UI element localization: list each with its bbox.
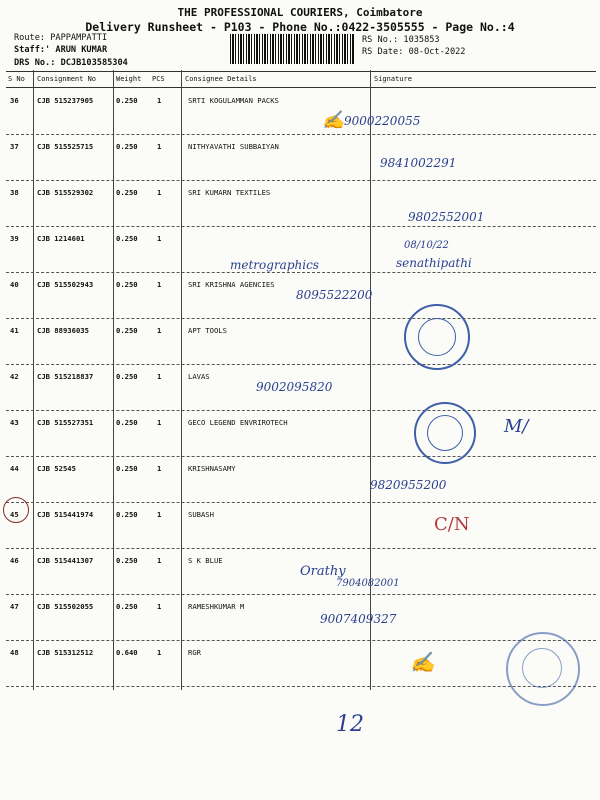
row-sno: 36 xyxy=(10,96,19,105)
rs-date: RS Date: 08-Oct-2022 xyxy=(362,47,466,57)
signature-43: M/ xyxy=(504,416,529,437)
row-pcs: 1 xyxy=(157,96,162,105)
row-sno: 47 xyxy=(10,602,19,611)
col-consignment: Consignment No xyxy=(37,75,97,83)
signature-47: 9007409327 xyxy=(320,612,397,626)
row-sno: 39 xyxy=(10,234,19,243)
row-weight: 0.250 xyxy=(116,602,138,611)
row-pcs: 1 xyxy=(157,602,162,611)
signature-46: Orathy xyxy=(300,564,346,579)
signature-39: senathipathi xyxy=(396,256,472,270)
row-divider xyxy=(6,502,596,503)
row-consignment-no: CJB 515237905 xyxy=(37,96,94,105)
route-label: Route: PAPPAMPATTI xyxy=(14,33,108,43)
handwritten-name-39: metrographics xyxy=(230,258,319,272)
row-weight: 0.250 xyxy=(116,142,138,151)
row-consignee: APT TOOLS xyxy=(188,326,227,335)
row-divider xyxy=(6,318,596,319)
row-sno: 46 xyxy=(10,556,19,565)
col-divider xyxy=(113,70,114,690)
row-consignee: GECO LEGEND ENVRIROTECH xyxy=(188,418,288,427)
circled-row-marker xyxy=(3,497,29,523)
row-consignment-no: CJB 515312512 xyxy=(37,648,94,657)
row-pcs: 1 xyxy=(157,188,162,197)
signature-42: 9002095820 xyxy=(256,380,333,394)
row-consignee: SUBASH xyxy=(188,510,214,519)
row-consignment-no: CJB 515502055 xyxy=(37,602,94,611)
row-sno: 45 xyxy=(10,510,19,519)
row-pcs: 1 xyxy=(157,418,162,427)
row-consignee: LAVAS xyxy=(188,372,210,381)
row-divider xyxy=(6,410,596,411)
row-sno: 42 xyxy=(10,372,19,381)
row-consignee: RAMESHKUMAR M xyxy=(188,602,245,611)
rs-number: RS No.: 1035853 xyxy=(362,35,440,45)
row-pcs: 1 xyxy=(157,326,162,335)
row-weight: 0.250 xyxy=(116,96,138,105)
company-stamp-apt xyxy=(404,304,470,370)
row-consignment-no: CJB 515441974 xyxy=(37,510,94,519)
signature-44: 9820955200 xyxy=(370,478,447,492)
row-consignee: S K BLUE xyxy=(188,556,223,565)
row-sno: 41 xyxy=(10,326,19,335)
row-consignee: RGR xyxy=(188,648,201,657)
row-pcs: 1 xyxy=(157,142,162,151)
col-divider xyxy=(33,70,34,690)
row-consignee: SRI KRISHNA AGENCIES xyxy=(188,280,275,289)
row-sno: 38 xyxy=(10,188,19,197)
row-pcs: 1 xyxy=(157,556,162,565)
signature-37: 9841002291 xyxy=(380,156,457,170)
company-title: THE PROFESSIONAL COURIERS, Coimbatore xyxy=(177,6,423,19)
barcode xyxy=(230,34,354,64)
row-weight: 0.250 xyxy=(116,234,138,243)
row-consignment-no: CJB 1214601 xyxy=(37,234,85,243)
row-sno: 40 xyxy=(10,280,19,289)
signature-40: 8095522200 xyxy=(296,288,373,302)
row-consignee: SRTI KOGULAMMAN PACKS xyxy=(188,96,279,105)
company-stamp-geco xyxy=(414,402,476,464)
row-consignment-no: CJB 515525715 xyxy=(37,142,94,151)
row-divider xyxy=(6,456,596,457)
row-consignment-no: CJB 515441307 xyxy=(37,556,94,565)
row-consignment-no: CJB 515527351 xyxy=(37,418,94,427)
signature-38: 9802552001 xyxy=(408,210,485,224)
row-weight: 0.250 xyxy=(116,326,138,335)
row-weight: 0.250 xyxy=(116,280,138,289)
drs-number: DRS No.: DCJB103585304 xyxy=(14,58,128,68)
header-bottom-border xyxy=(6,87,596,88)
row-consignment-no: CJB 515502943 xyxy=(37,280,94,289)
row-sno: 43 xyxy=(10,418,19,427)
row-weight: 0.250 xyxy=(116,188,138,197)
staff-label: Staff:' ARUN KUMAR xyxy=(14,45,108,55)
row-divider xyxy=(6,548,596,549)
row-divider xyxy=(6,640,596,641)
row-consignee: NITHYAVATHI SUBBAIYAN xyxy=(188,142,279,151)
row-consignment-no: CJB 515529302 xyxy=(37,188,94,197)
row-divider xyxy=(6,364,596,365)
footer-handwritten-number: 12 xyxy=(336,712,364,737)
col-weight: Weight xyxy=(116,75,142,83)
row-divider xyxy=(6,272,596,273)
row-divider xyxy=(6,134,596,135)
row-divider xyxy=(6,180,596,181)
row-pcs: 1 xyxy=(157,510,162,519)
row-divider xyxy=(6,686,596,687)
row-consignee: SRI KUMARN TEXTILES xyxy=(188,188,271,197)
col-signature: Signature xyxy=(374,75,412,83)
runsheet-subtitle: Delivery Runsheet - P103 - Phone No.:0422-3505555 - Page No.:4 xyxy=(85,20,515,34)
row-weight: 0.250 xyxy=(116,464,138,473)
row-weight: 0.250 xyxy=(116,418,138,427)
signature-36: ✍ xyxy=(322,110,345,131)
row-consignment-no: CJB 52545 xyxy=(37,464,76,473)
row-consignment-no: CJB 515218837 xyxy=(37,372,94,381)
col-sno: S No xyxy=(8,75,25,83)
row-consignment-no: CJB 88936035 xyxy=(37,326,89,335)
row-pcs: 1 xyxy=(157,464,162,473)
row-divider xyxy=(6,594,596,595)
row-pcs: 1 xyxy=(157,280,162,289)
phone-36: 9000220055 xyxy=(344,114,421,128)
col-divider xyxy=(181,70,182,690)
col-pcs: PCS xyxy=(152,75,165,83)
row-divider xyxy=(6,226,596,227)
phone-46: 7904082001 xyxy=(336,578,400,589)
company-stamp-rgr xyxy=(506,632,580,706)
row-weight: 0.250 xyxy=(116,510,138,519)
row-pcs: 1 xyxy=(157,648,162,657)
row-weight: 0.640 xyxy=(116,648,138,657)
col-consignee: Consignee Details xyxy=(185,75,257,83)
row-consignee: KRISHNASAMY xyxy=(188,464,236,473)
row-weight: 0.250 xyxy=(116,556,138,565)
row-sno: 37 xyxy=(10,142,19,151)
date-39: 08/10/22 xyxy=(404,240,449,251)
signature-48: ✍ xyxy=(410,650,435,674)
row-weight: 0.250 xyxy=(116,372,138,381)
row-pcs: 1 xyxy=(157,372,162,381)
row-sno: 48 xyxy=(10,648,19,657)
note-45: C/N xyxy=(434,514,470,535)
row-pcs: 1 xyxy=(157,234,162,243)
col-divider xyxy=(370,70,371,690)
row-sno: 44 xyxy=(10,464,19,473)
